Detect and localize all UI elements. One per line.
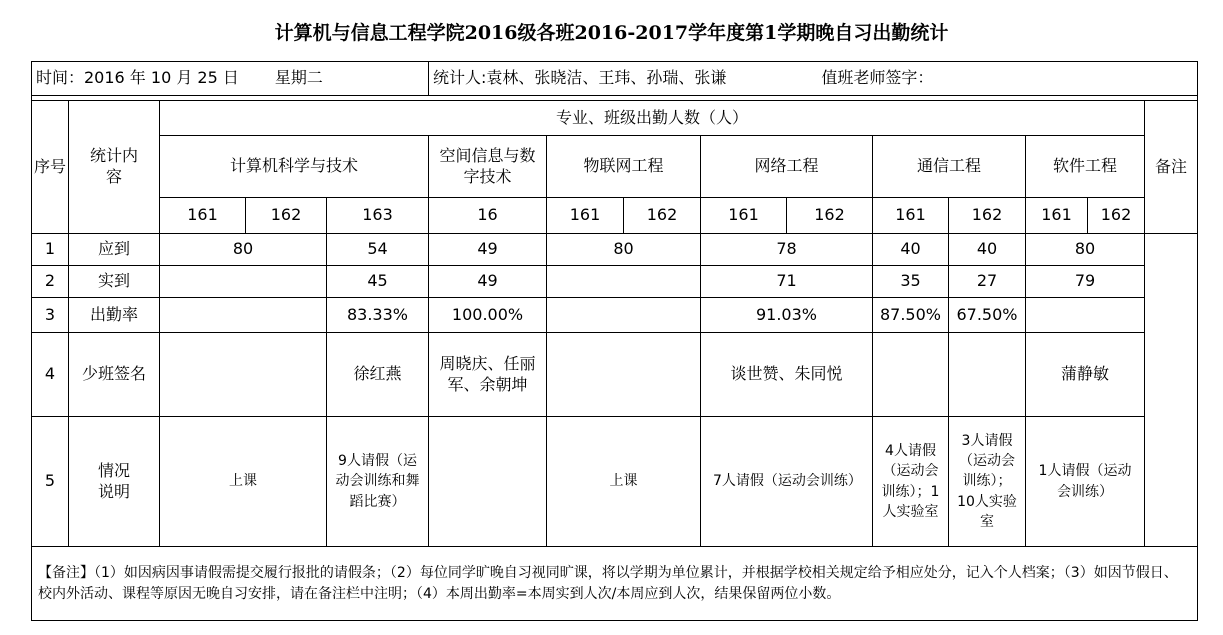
- row2-comm162: 27: [949, 266, 1026, 298]
- row3-cs163: 83.33%: [327, 298, 429, 333]
- row1-label: 应到: [69, 234, 160, 266]
- class-iot161: 161: [547, 198, 624, 234]
- row1-cs-161-162: 80: [160, 234, 327, 266]
- row5-no: 5: [32, 417, 69, 547]
- attendance-table: [31, 61, 1198, 621]
- row3-cs-161-162: [160, 298, 327, 333]
- row1-comm162: 40: [949, 234, 1026, 266]
- weekday-text: 星期二: [274, 68, 323, 88]
- class-comm162: 162: [949, 198, 1026, 234]
- row5-label-text: 情况说明: [98, 460, 131, 501]
- row2-cs163: 45: [327, 266, 429, 298]
- row3-label: 出勤率: [69, 298, 160, 333]
- class-iot162: 162: [624, 198, 701, 234]
- row1-no: 1: [32, 234, 69, 266]
- page-title: 计算机与信息工程学院2016级各班2016-2017学年度第1学期晚自习出勤统计: [274, 22, 949, 44]
- major-iot: 物联网工程: [547, 136, 701, 198]
- major-cs: 计算机科学与技术: [160, 136, 429, 198]
- class-sw162: 162: [1088, 198, 1145, 234]
- row5-net-text: 7人请假（运动会训练）: [713, 473, 862, 490]
- row1-sw: 80: [1026, 234, 1145, 266]
- row1-geo: 49: [429, 234, 547, 266]
- row2-cs-161-162: [160, 266, 327, 298]
- teacher-sign-text: 值班老师签字：: [821, 68, 934, 88]
- remark-cell: [1145, 234, 1198, 547]
- row3-comm162: 67.50%: [949, 298, 1026, 333]
- date-text: 时间：2016 年 10 月 25 日: [36, 68, 239, 88]
- row4-sw: 蒲静敏: [1026, 333, 1145, 417]
- row5-sw-text: 1人请假（运动会训练）: [1038, 463, 1132, 500]
- row2-net: 71: [701, 266, 873, 298]
- row4-geo: [429, 333, 547, 417]
- class-cs161: 161: [160, 198, 246, 234]
- class-cs163: 163: [327, 198, 429, 234]
- row2-geo: 49: [429, 266, 547, 298]
- row2-comm161: 35: [873, 266, 949, 298]
- row2-sw: 79: [1026, 266, 1145, 298]
- row4-geo-text: 周晓庆、任丽军、余朝坤: [439, 353, 536, 394]
- row5-cs-161-162: 上课: [160, 417, 327, 547]
- row5-sw: [1026, 417, 1145, 547]
- row1-net: 78: [701, 234, 873, 266]
- row4-comm161: [873, 333, 949, 417]
- row5-cs163-text: 9人请假（运动会训练和舞蹈比赛）: [335, 453, 420, 510]
- row5-comm161-text: 4人请假（运动会训练）；1人实验室: [881, 442, 940, 520]
- major-sw: 软件工程: [1026, 136, 1145, 198]
- class-net162: 162: [787, 198, 873, 234]
- row5-comm161: [873, 417, 949, 547]
- major-geo-text: 空间信息与数字技术: [439, 145, 536, 186]
- row4-iot: [547, 333, 701, 417]
- row2-no: 2: [32, 266, 69, 298]
- class-sw161: 161: [1026, 198, 1088, 234]
- major-net: 网络工程: [701, 136, 873, 198]
- row4-no: 4: [32, 333, 69, 417]
- row5-comm162: [949, 417, 1026, 547]
- class-comm161: 161: [873, 198, 949, 234]
- class-net161: 161: [701, 198, 787, 234]
- row3-net: 91.03%: [701, 298, 873, 333]
- row1-iot: 80: [547, 234, 701, 266]
- major-comm: 通信工程: [873, 136, 1026, 198]
- header-seq: 序号: [32, 101, 69, 234]
- row3-iot: [547, 298, 701, 333]
- row4-cs-161-162: [160, 333, 327, 417]
- class-geo16: 16: [429, 198, 547, 234]
- row2-label: 实到: [69, 266, 160, 298]
- row5-geo: [429, 417, 547, 547]
- header-attendance: 专业、班级出勤人数（人）: [160, 101, 1145, 136]
- row5-net: [701, 417, 873, 547]
- row3-sw: [1026, 298, 1145, 333]
- major-geo: [429, 136, 547, 198]
- row3-no: 3: [32, 298, 69, 333]
- row3-comm161: 87.50%: [873, 298, 949, 333]
- row1-comm161: 40: [873, 234, 949, 266]
- row2-iot: [547, 266, 701, 298]
- header-content: [69, 101, 160, 234]
- row4-label: 少班签名: [69, 333, 160, 417]
- header-content-text: 统计内容: [90, 146, 139, 186]
- row4-cs163: 徐红燕: [327, 333, 429, 417]
- notes-text: 【备注】（1）如因病因事请假需提交履行报批的请假条；（2）每位同学旷晚自习视同旷课，将以学期为单位累计，并根据学校相关规定给予相应处分，记入个人档案；（3）如因节假日、校内外活动、课程等原因无晚自习安排，请在备注栏中注明；（4）本周出勤率=本周实到人次/本周应到人次，结果保留两位小数。: [32, 547, 1198, 621]
- class-cs162: 162: [246, 198, 327, 234]
- row5-cs163: [327, 417, 429, 547]
- row5-label: [69, 417, 160, 547]
- row3-geo: 100.00%: [429, 298, 547, 333]
- stats-by-text: 统计人:袁林、张晓洁、王玮、孙瑞、张谦: [433, 68, 727, 88]
- date-cell: [32, 62, 429, 96]
- row4-comm162: [949, 333, 1026, 417]
- row5-comm162-text: 3人请假（运动会训练）；10人实验室: [957, 432, 1017, 530]
- stats-cell: [429, 62, 1198, 96]
- header-remark: 备注: [1145, 101, 1198, 234]
- row5-iot: 上课: [547, 417, 701, 547]
- row4-net: 谈世赞、朱同悦: [701, 333, 873, 417]
- row1-cs163: 54: [327, 234, 429, 266]
